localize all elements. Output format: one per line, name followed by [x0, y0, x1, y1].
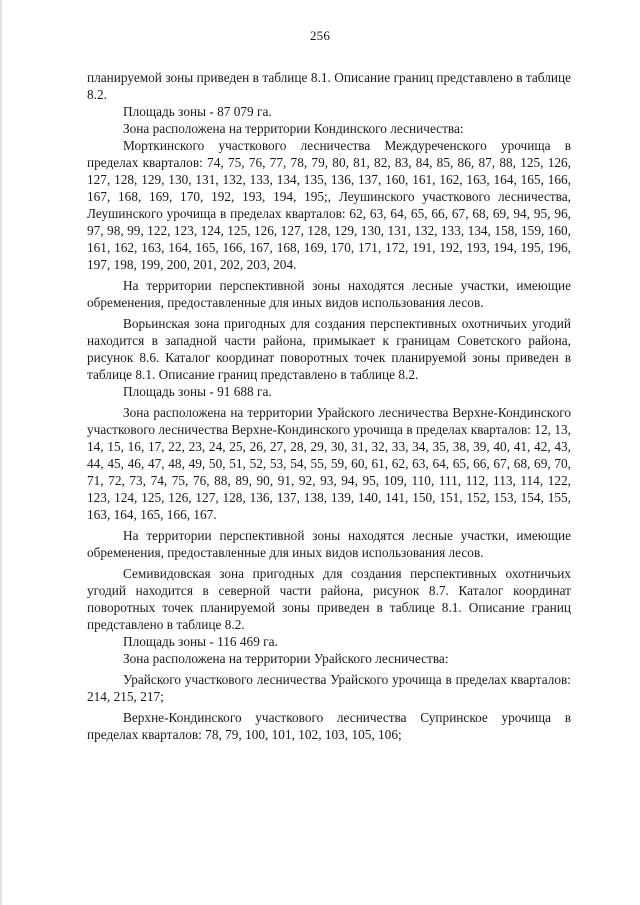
paragraph: Ворьинская зона пригодных для создания перспективных охотничьих угодий находится в западной части района, примыкает к границам Советского района, рисунок 8.6. Каталог координат поворотных точек планируемой зоны приведен в таблице 8.1. Описание границ представлено в таблице 8.2.: [87, 316, 571, 382]
paragraph: На территории перспективной зоны находятся лесные участки, имеющие обременения, предоставленные для иных видов использования лесов.: [87, 528, 571, 560]
paragraph: Площадь зоны - 91 688 га.: [123, 384, 272, 399]
paragraph: Урайского участкового лесничества Урайского урочища в пределах кварталов: 214, 215, 217;: [87, 672, 571, 704]
paragraph: Площадь зоны - 116 469 га.: [123, 634, 278, 649]
paragraph: Морткинского участкового лесничества Междуреченского урочища в пределах кварталов: 74, 75, 76, 77, 78, 79, 80, 81, 82, 83, 84, 85, 86, 87, 88, 125, 126, 127, 128, 129, 130, 131, 132, 133, 134, 135, 136, 137, 160, 161, 162, 163, 164, 165, 166, 167, 168, 169, 170, 192, 193, 194, 195;, Леушинского участкового лесничества, Леушинского урочища в пределах кварталов: 62, 63, 64, 65, 66, 67, 68, 69, 94, 95, 96, 97, 98, 99, 122, 123, 124, 125, 126, 127, 128, 129, 130, 131, 132, 133, 134, 158, 159, 160, 161, 162, 163, 164, 165, 166, 167, 168, 169, 170, 171, 172, 191, 192, 193, 194, 195, 196, 197, 198, 199, 200, 201, 202, 203, 204.: [87, 138, 571, 272]
paragraph: Семивидовская зона пригодных для создания перспективных охотничьих угодий находится в северной части района, рисунок 8.7. Каталог координат поворотных точек планируемой зоны приведен в таблице 8.1. Описание границ представлено в таблице 8.2.: [87, 566, 571, 632]
page-number: 256: [309, 28, 331, 43]
paragraph: планируемой зоны приведен в таблице 8.1. Описание границ представлено в таблице 8.2.: [87, 70, 571, 102]
paragraph: Зона расположена на территории Урайского лесничества Верхне-Кондинского участкового лесничества Верхне-Кондинского урочища в пределах кварталов: 12, 13, 14, 15, 16, 17, 22, 23, 24, 25, 26, 27, 28, 29, 30, 31, 32, 33, 34, 35, 38, 39, 40, 41, 42, 43, 44, 45, 46, 47, 48, 49, 50, 51, 52, 53, 54, 55, 59, 60, 61, 62, 63, 64, 65, 66, 67, 68, 69, 70, 71, 72, 73, 74, 75, 76, 88, 89, 90, 91, 92, 93, 94, 95, 109, 110, 111, 112, 113, 114, 122, 123, 124, 125, 126, 127, 128, 136, 137, 138, 139, 140, 141, 150, 151, 152, 153, 154, 155, 163, 164, 165, 166, 167.: [87, 405, 571, 522]
paragraph: Площадь зоны - 87 079 га.: [123, 104, 272, 119]
scan-edge-shadow: [0, 0, 3, 905]
paragraph: Зона расположена на территории Кондинского лесничества:: [123, 121, 464, 136]
paragraph: На территории перспективной зоны находятся лесные участки, имеющие обременения, предоставленные для иных видов использования лесов.: [87, 278, 571, 310]
paragraph: Верхне-Кондинского участкового лесничества Супринское урочища в пределах кварталов: 78, 79, 100, 101, 102, 103, 105, 106;: [87, 710, 571, 742]
body-text: [87, 69, 571, 743]
paragraph: Зона расположена на территории Урайского лесничества:: [123, 651, 449, 666]
